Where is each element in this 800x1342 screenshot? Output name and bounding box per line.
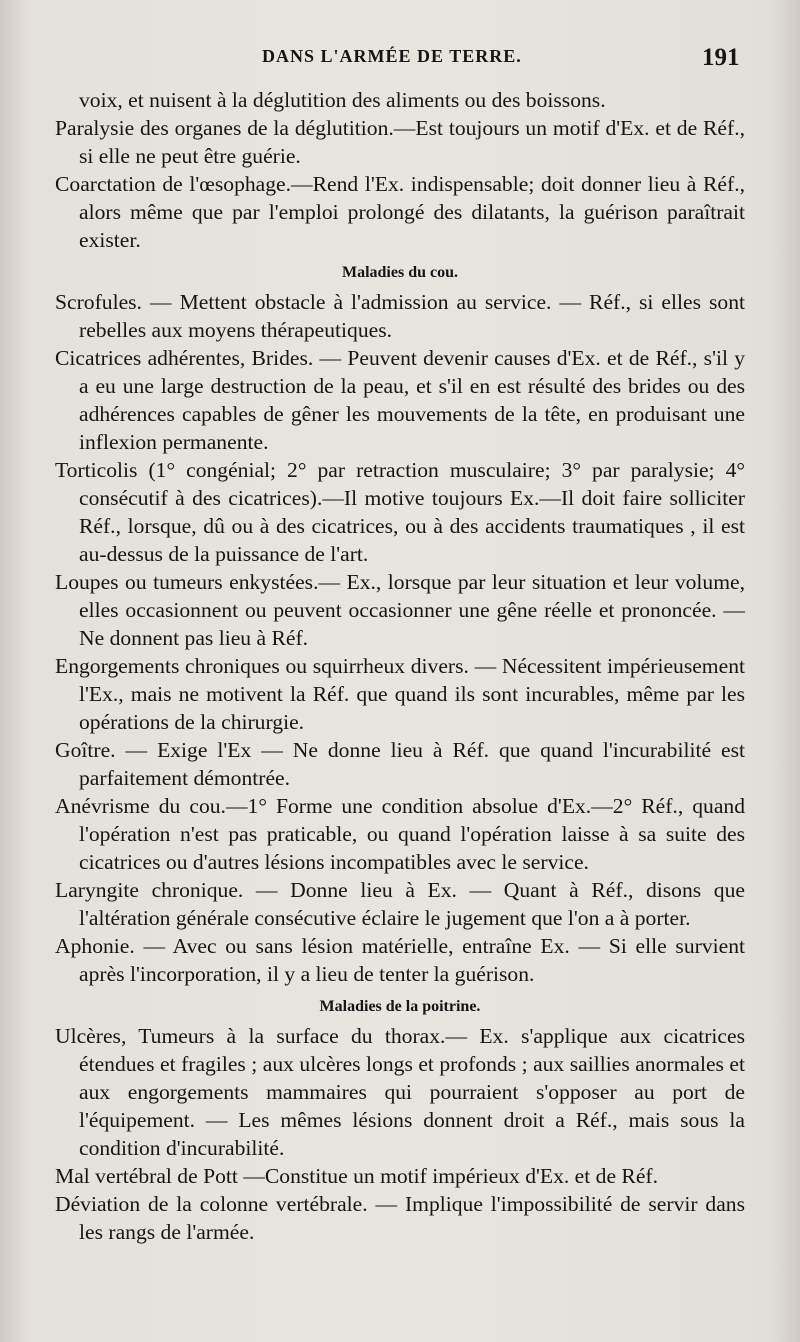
entry-paragraph <box>55 456 745 568</box>
page-number: 191 <box>702 44 740 71</box>
entry-text: — Exige l'Ex — Ne donne lieu à Réf. que quand l'incurabilité est parfaitement démontrée. <box>79 738 745 790</box>
entry-text: —Rend l'Ex. indispensable; doit donner lieu à Réf., alors même que par l'emploi prolongé des dilatants, la guérison paraîtrait exister. <box>79 172 746 252</box>
entry-text: voix, et nuisent à la déglutition des aliments ou des boissons. <box>79 88 606 112</box>
entry-paragraph <box>55 792 745 876</box>
page-header <box>0 44 800 76</box>
entry-text: — Nécessitent impérieusement l'Ex., mais ne motivent la Réf. que quand ils sont incurables, même par les opérations de la chirurgie. <box>79 654 745 734</box>
running-title: DANS L'ARMÉE DE TERRE. <box>262 46 522 66</box>
entry-term: Scrofules. <box>55 290 142 314</box>
entry-paragraph <box>55 876 745 932</box>
entry-term: Engorgements chroniques ou squirrheux divers. <box>55 654 469 678</box>
entry-term: Torticolis <box>55 458 138 482</box>
page-body <box>55 86 745 1246</box>
entry-paragraph <box>55 170 745 254</box>
entry-text: —Est toujours un motif d'Ex. et de Réf., si elle ne peut être guérie. <box>79 116 745 168</box>
entry-term: Aphonie. <box>55 934 135 958</box>
entry-term: Paralysie des organes de la déglutition. <box>55 116 394 140</box>
entry-paragraph <box>55 1190 745 1246</box>
entry-text: — Implique l'impossibilité de servir dans les rangs de l'armée. <box>79 1192 745 1244</box>
entry-paragraph <box>55 1162 745 1190</box>
entry-term: Laryngite chronique. <box>55 878 244 902</box>
entry-text: — Ex., lorsque par leur situation et leur volume, elles occasionnent ou peuvent occasionner une gêne réelle et prononcée. — Ne donnent pas lieu à Réf. <box>79 570 745 650</box>
entry-term: Cicatrices adhérentes, Brides. <box>55 346 314 370</box>
section-heading: Maladies du cou. <box>341 264 458 281</box>
entry-paragraph <box>55 1022 745 1162</box>
entry-paragraph <box>55 568 745 652</box>
entry-term: Déviation de la colonne vertébrale. <box>55 1192 368 1216</box>
entry-term: Anévrisme du cou. <box>55 794 226 818</box>
entry-text: (1° congénial; 2° par retraction musculaire; 3° par paralysie; 4° consécutif à des cicatrices).—Il motive toujours Ex.—Il doit faire solliciter Réf., lorsque, dû ou à des cicatrices, ou à des accidents traumatiques , il est au-dessus de la puissance de l'art. <box>79 458 745 566</box>
entry-term: Loupes ou tumeurs enkystées. <box>55 570 319 594</box>
entry-paragraph <box>55 652 745 736</box>
entry-text: — Peuvent devenir causes d'Ex. et de Réf., s'il y a eu une large destruction de la peau, et s'il en est résulté des brides ou des adhérences capables de gêner les mouvements de la tête, en produisant une inflexion permanente. <box>79 346 745 454</box>
entry-paragraph <box>55 736 745 792</box>
entry-term: Mal vertébral de Pott <box>55 1164 238 1188</box>
entry-term: Goître. <box>55 738 116 762</box>
entry-paragraph <box>55 86 745 114</box>
entry-text: — Donne lieu à Ex. — Quant à Réf., disons que l'altération générale consécutive éclaire le jugement que l'on a à porter. <box>79 878 745 930</box>
entry-paragraph <box>55 932 745 988</box>
entry-text: —Constitue un motif impérieux d'Ex. et de Réf. <box>237 1164 659 1188</box>
entry-paragraph <box>55 114 745 170</box>
entry-term: Ulcères, Tumeurs à la surface du thorax. <box>55 1024 446 1048</box>
entry-text: — Avec ou sans lésion matérielle, entraîne Ex. — Si elle survient après l'incorporation, il y a lieu de tenter la guérison. <box>79 934 745 986</box>
entry-text: —1° Forme une condition absolue d'Ex.—2° Réf., quand l'opération n'est pas praticable, ou quand l'opération laisse à sa suite des cicatrices ou d'autres lésions incompatibles avec le service. <box>79 794 746 874</box>
entry-term: Coarctation de l'œsophage. <box>55 172 292 196</box>
entry-paragraph <box>55 344 745 456</box>
entry-text: — Mettent obstacle à l'admission au service. — Réf., si elles sont rebelles aux moyens thérapeutiques. <box>79 290 745 342</box>
entry-text: — Ex. s'applique aux cicatrices étendues et fragiles ; aux ulcères longs et profonds ; aux saillies anormales et aux engorgements mammaires qui pourraient s'opposer au port de l'équipement. — Les mêmes lésions donnent droit a Réf., mais sous la condition d'incurabilité. <box>79 1024 745 1160</box>
section-heading: Maladies de la poitrine. <box>319 998 481 1015</box>
entry-paragraph <box>55 288 745 344</box>
